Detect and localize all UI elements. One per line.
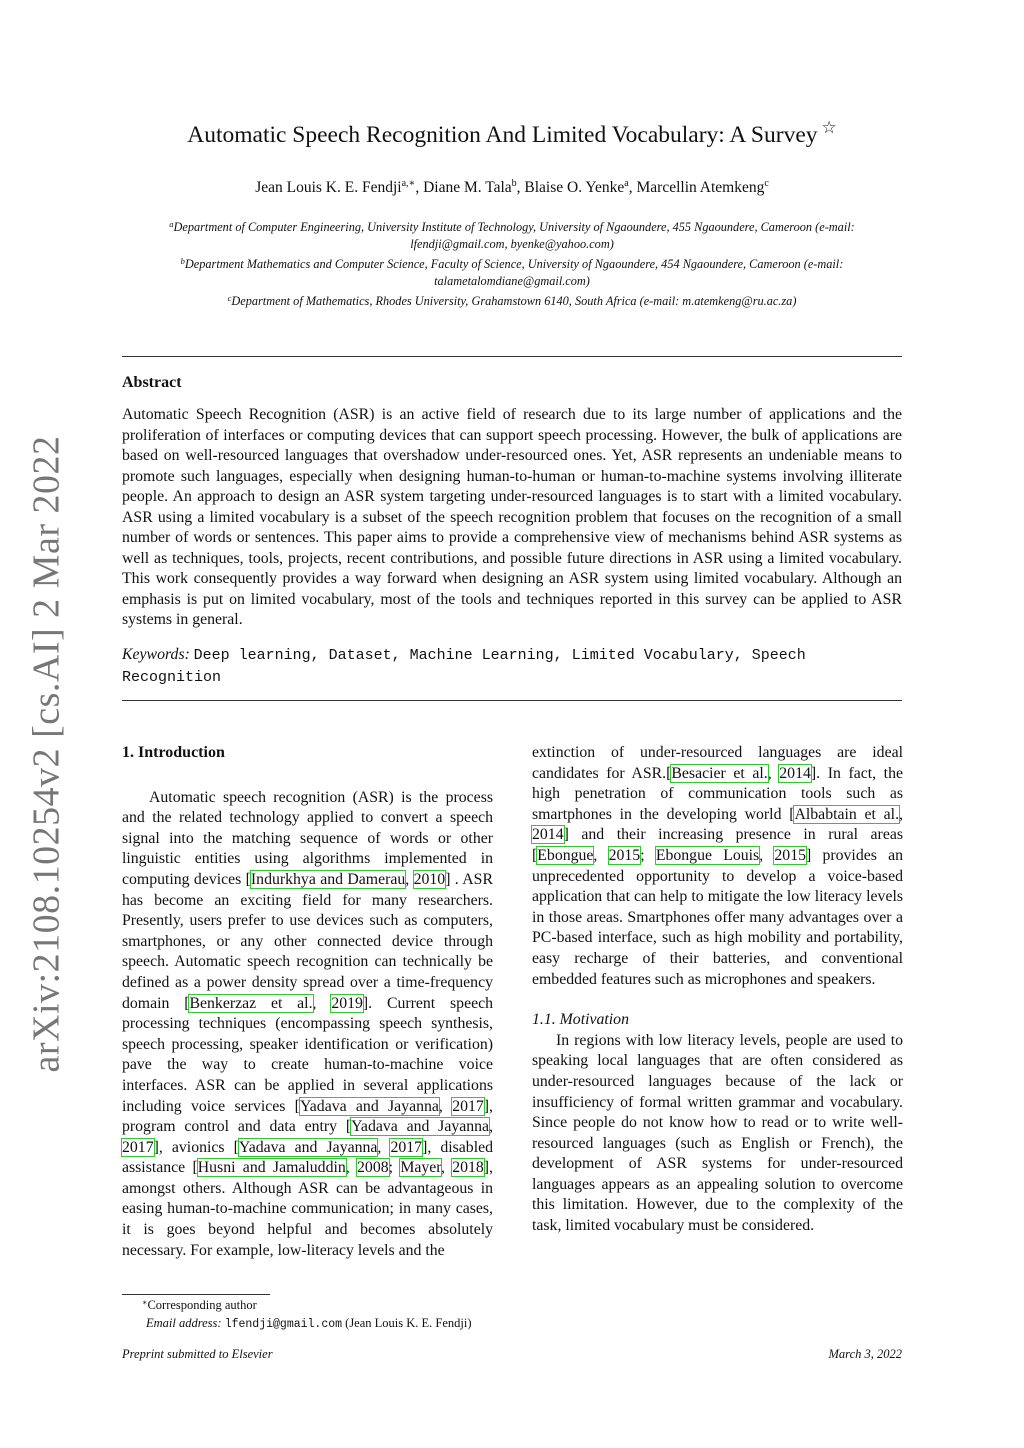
citation-link[interactable]: Benkerzaz et al. <box>189 994 313 1012</box>
citation-link[interactable]: Ebongue <box>537 846 594 864</box>
arxiv-stamp: arXiv:2108.10254v2 [cs.AI] 2 Mar 2022 <box>25 435 68 1073</box>
preprint-note: Preprint submitted to Elsevier <box>122 1347 273 1361</box>
affiliation: $^a$Department of Computer Engineering, University Institute of Technology, University of Ngaoundere, 455 Ngaoundere, Cameroon (e-mail: <box>169 219 855 234</box>
motivation-paragraph: In regions with low literacy levels, people are used to speaking local languages that are often considered as under-resourced languages because of the lack or insufficiency of formal written grammar and vocabulary. Since people do not know how to read or to write well-resourced languages (such as English or French), the development of ASR systems for under-resourced languages appears as an appealing solution to overcome this limitation. However, due to the complexity of the task, limited vocabulary must be considered. <box>532 1031 903 1235</box>
keywords-list: Deep learning, Dataset, Machine Learning, Limited Vocabulary, Speech Recognition <box>122 647 806 686</box>
footnote-email <box>146 1316 472 1331</box>
column-left <box>122 743 493 1261</box>
author-name: Blaise O. Yenke <box>524 179 625 196</box>
keywords-label: Keywords: <box>122 646 190 663</box>
section-heading: 1. Introduction <box>122 744 225 761</box>
citation-link[interactable]: 2014 <box>779 764 811 782</box>
citation-link[interactable]: Yadava and Jayanna <box>238 1138 378 1156</box>
citation-link[interactable]: Besacier et al. <box>671 764 768 782</box>
citation-link[interactable]: 2019 <box>331 994 363 1012</box>
affiliation-contact: lfendji@gmail.com, byenke@yahoo.com) <box>410 237 614 251</box>
citation-link[interactable]: 2017 <box>122 1138 154 1156</box>
citation-link[interactable]: 2008 <box>357 1159 389 1177</box>
author-name: Marcellin Atemkeng <box>636 179 765 196</box>
footnote-corresponding: ∗Corresponding author <box>142 1298 257 1312</box>
author-name: Jean Louis K. E. Fendji <box>255 179 402 196</box>
author-affiliation-mark: b <box>511 178 517 189</box>
author-list: Jean Louis K. E. Fendji$^{a,∗}$, Diane M. Tala$^b$, Blaise O. Yenke$^a$, Marcellin Atemkeng$^c$ <box>255 178 769 196</box>
citation-link[interactable]: Yadava and Jayanna <box>299 1097 439 1115</box>
email-label: Email address: <box>146 1316 222 1330</box>
title-footnote-mark: ☆ <box>821 118 837 137</box>
affiliation: $^b$Department Mathematics and Computer Science, Faculty of Science, University of Ngaoundere, 454 Ngaoundere, Cameroon (e-mail: <box>180 256 844 271</box>
author-name: Diane M. Tala <box>423 179 512 196</box>
citation-link[interactable]: 2014 <box>532 826 564 844</box>
date: March 3, 2022 <box>828 1347 902 1361</box>
citation-link[interactable]: 2018 <box>452 1159 484 1177</box>
citation-link[interactable]: 2010 <box>413 870 446 888</box>
author-affiliation-mark: c <box>764 178 769 189</box>
author-affiliation-mark: a,∗ <box>401 178 416 189</box>
citation-link[interactable]: 2017 <box>390 1138 423 1156</box>
citation-link[interactable]: 2015 <box>608 846 641 864</box>
column-right <box>532 743 903 1237</box>
intro-paragraph: Automatic speech recognition (ASR) is the process and the related technology applied to convert a speech signal into the matching sequence of words or other linguistic entities using algorithms implemented in computing devices [Indurkhya and Damerau, 2010] . ASR has become an exciting field for many researchers. Presently, users prefer to use devices such as computers, smartphones, or any other connected device through speech. Automatic speech recognition can technically be defined as a power density spread over a time-frequency domain [Benkerzaz et al., 2019]. Current speech processing techniques (encompassing speech synthesis, speech processing, speaker identification or verification) pave the way to create human-to-machine voice interfaces. ASR can be applied in several applications including voice services [Yadava and Jayanna, 2017], program control and data entry [Yadava and Jayanna, 2017], avionics [Yadava and Jayanna, 2017], disabled assistance [Husni and Jamaluddin, 2008; Mayer, 2018], amongst others. Although ASR can be advantageous in easing human-to-machine communication; in many cases, it is goes beyond helpful and becomes absolutely necessary. For example, low-literacy levels and the <box>122 788 494 1259</box>
affiliations <box>122 216 902 310</box>
intro-paragraph-continued <box>532 743 903 990</box>
citation-link[interactable]: 2015 <box>774 846 806 864</box>
abstract-heading: Abstract <box>122 374 182 391</box>
email-link[interactable]: lfendji@gmail.com <box>224 1318 343 1331</box>
divider <box>122 356 902 357</box>
citation-link[interactable]: Yadava and Jayanna <box>351 1118 490 1136</box>
paper-title: Automatic Speech Recognition And Limited Vocabulary: A Survey ☆ <box>187 118 837 148</box>
citation-link[interactable]: Indurkhya and Damerau <box>250 870 406 888</box>
citation-link[interactable]: Ebongue Louis <box>655 846 760 864</box>
divider <box>122 700 902 701</box>
email-owner: (Jean Louis K. E. Fendji) <box>345 1316 472 1330</box>
author-affiliation-mark: a <box>624 178 629 189</box>
affiliation-contact: talametalomdiane@gmail.com) <box>434 274 590 288</box>
citation-link[interactable]: 2017 <box>452 1097 484 1115</box>
abstract-text: Automatic Speech Recognition (ASR) is an active field of research due to its large number of applications and the proliferation of interfaces or computing devices that can support speech processing. However, the bulk of applications are based on well-resourced languages that overshadow under-resourced ones. Yet, ASR represents an undeniable means to promote such languages, especially when designing human-to-human or human-to-machine systems involving illiterate people. An approach to design an ASR system targeting under-resourced languages is to start with a limited vocabulary. ASR using a limited vocabulary is a subset of the speech recognition problem that focuses on the recognition of a small number of words or sentences. This paper aims to provide a comprehensive view of mechanisms behind ASR systems as well as techniques, tools, projects, recent contributions, and possible future directions in ASR using a limited vocabulary. This work consequently provides a way forward when designing an ASR system using limited vocabulary. Although an emphasis is put on limited vocabulary, most of the tools and techniques reported in this survey can be applied to ASR systems in general. <box>122 406 902 628</box>
citation-link[interactable]: Albabtain et al. <box>794 805 900 823</box>
citation-link[interactable]: Mayer <box>400 1159 441 1177</box>
footnote-divider <box>122 1294 270 1295</box>
affiliation: $^c$Department of Mathematics, Rhodes University, Grahamstown 6140, South Africa (e-mail: m.atemkeng@ru.ac.za) <box>227 293 797 308</box>
citation-link[interactable]: Husni and Jamaluddin <box>197 1159 346 1177</box>
intro-paragraph-continued-text: extinction of under-resourced languages are ideal candidates for ASR.[Besacier et al., 2014]. In fact, the high penetration of communication tools such as smartphones in the developing world [Albabtain et al., 2014] and their increasing presence in rural areas [Ebongue, 2015; Ebongue Louis, 2015] provides an unprecedented opportunity to develop a voice-based application that can help to mitigate the low literacy levels in those areas. Smartphones offer many advantages over a PC-based interface, such as high mobility and portability, easy recharge of their batteries, and conventional embedded features such as microphones and speakers. <box>532 744 904 988</box>
subsection-heading: 1.1. Motivation <box>532 1011 629 1029</box>
keywords <box>122 645 902 688</box>
